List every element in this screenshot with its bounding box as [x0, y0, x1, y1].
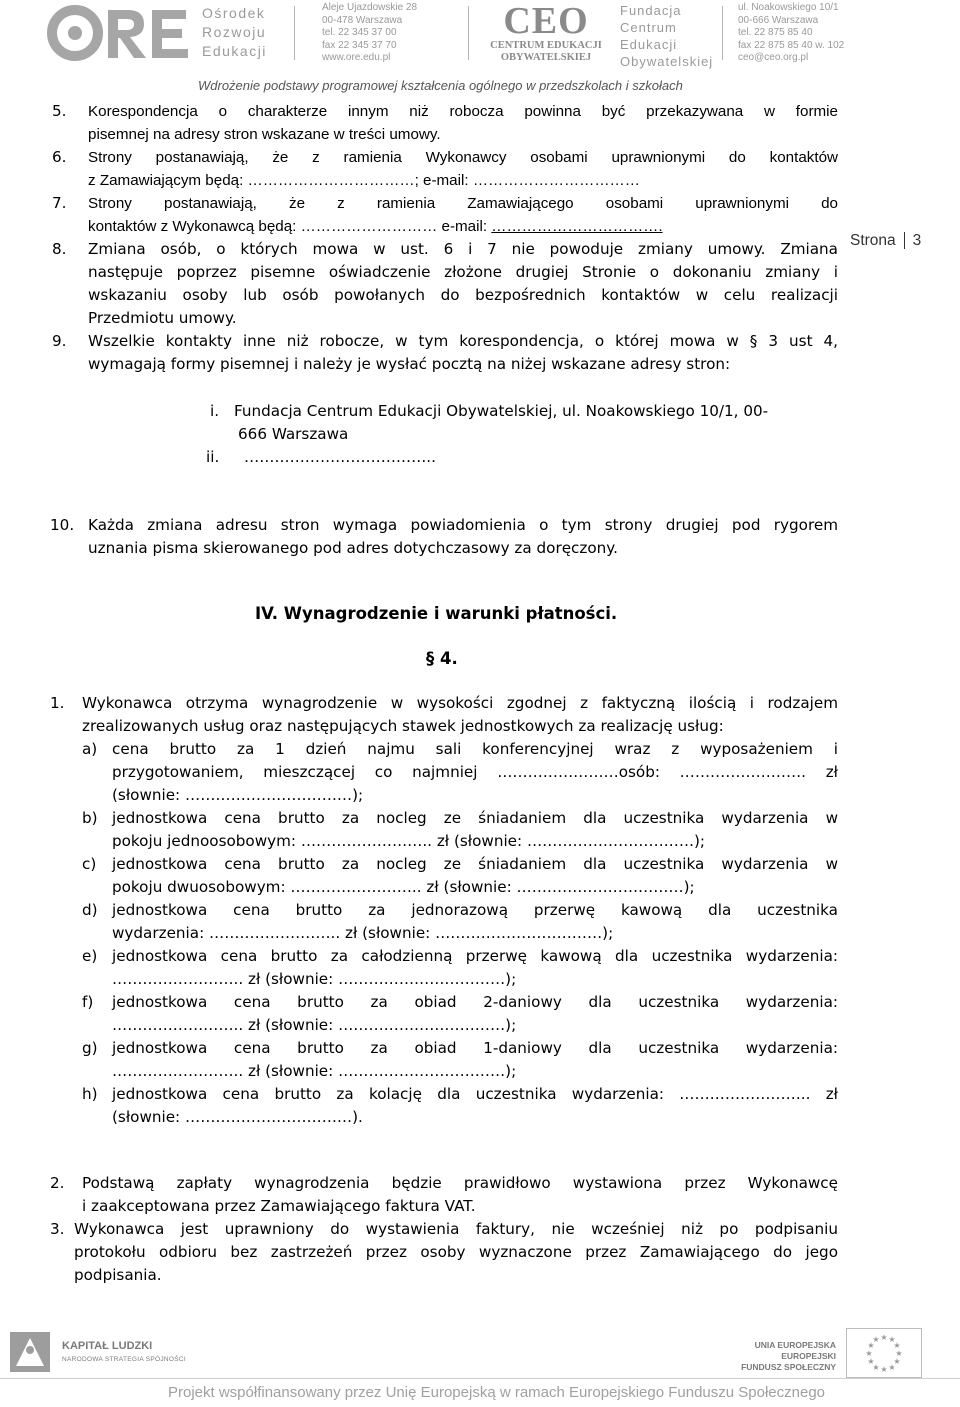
ore-name-line: Ośrodek — [202, 5, 266, 21]
sub-item-key: a) — [82, 740, 98, 758]
eu-line: UNIA EUROPEJSKA — [754, 1340, 836, 1350]
header-motto: Wdrożenie podstawy programowej kształcenia ogólnego w przedszkolach i szkołach — [198, 78, 683, 93]
address-text: Fundacja Centrum Edukacji Obywatelskiej, ul. Noakowskiego 10/1, 00- — [234, 402, 769, 420]
page-label: Strona — [850, 232, 896, 249]
item-text: Korespondencja o charakterze innym niż robocza powinna być przekazywana w formie — [88, 103, 838, 120]
svg-text:★: ★ — [865, 1349, 873, 1358]
fund-address — [738, 2, 844, 65]
sub-item-text: jednostkowa cena brutto za jednorazową przerwę kawową dla uczestnika — [112, 901, 838, 919]
fund-name — [620, 2, 713, 70]
sub-item-text: …………………….. zł (słownie: ……………………………); — [112, 970, 517, 988]
address-line: ul. Noakowskiego 10/1 — [738, 2, 839, 13]
eu-flag-icon — [846, 1328, 922, 1378]
section-title: IV. Wynagrodzenie i warunki płatności. — [255, 604, 618, 623]
paragraph-mark: § 4. — [426, 649, 458, 668]
sub-item-text: jednostkowa cena brutto za nocleg ze śniadaniem dla uczestnika wydarzenia w — [112, 855, 838, 873]
eu-text — [736, 1340, 836, 1373]
item-text: Przedmiotu umowy. — [88, 309, 237, 327]
sub-item-text: pokoju jednoosobowym: …………………….. zł (słownie: ……………………………); — [112, 832, 706, 850]
email-link[interactable]: ……………………………. — [491, 218, 663, 235]
page-number-label — [850, 232, 921, 250]
eu-stars-icon — [847, 1329, 921, 1377]
ore-logo-mark — [46, 4, 196, 62]
page-separator — [904, 232, 905, 249]
address-number: i. — [210, 402, 220, 420]
kapital-ludzki-text — [62, 1340, 186, 1366]
ceo-logo-sub: OBYWATELSKIEJ — [500, 52, 592, 63]
item-number: 6. — [52, 148, 67, 166]
address-line: tel. 22 875 85 40 — [738, 27, 813, 38]
ore-logo — [46, 4, 196, 62]
sub-item-text: …………………….. zł (słownie: ……………………………); — [112, 1062, 517, 1080]
page-header — [0, 0, 960, 96]
address-line: tel. 22 345 37 00 — [322, 27, 397, 38]
address-text: 666 Warszawa — [238, 425, 349, 443]
eu-line: EUROPEJSKI — [781, 1351, 836, 1361]
sub-item-key: f) — [82, 993, 94, 1011]
sub-item-key: b) — [82, 809, 98, 827]
sub-item-text: (słownie: ……………………………). — [112, 1108, 363, 1126]
sub-item-text: …………………….. zł (słownie: ……………………………); — [112, 1016, 517, 1034]
svg-text:★: ★ — [880, 1333, 888, 1342]
item-text: Podstawą zapłaty wynagrodzenia będzie prawidłowo wystawiona przez Wykonawcę — [82, 1174, 838, 1192]
item-text: pisemnej na adresy stron wskazane w treści umowy. — [88, 126, 441, 143]
svg-text:★: ★ — [895, 1349, 903, 1358]
item-text: i zaakceptowana przez Zamawiającego faktura VAT. — [82, 1197, 476, 1215]
fund-name-line: Obywatelskiej — [620, 54, 714, 69]
item-text: Zmiana osób, o których mowa w ust. 6 i 7 nie powoduje zmiany umowy. Zmiana — [88, 240, 838, 258]
item-text: z Zamawiającym będą: ……………………………; e-mail: …………………………… — [88, 172, 640, 189]
fund-name-line: Centrum — [620, 20, 677, 35]
item-text — [88, 215, 663, 238]
sub-item-text: jednostkowa cena brutto za obiad 1-daniowy dla uczestnika wydarzenia: — [112, 1039, 838, 1057]
kapital-ludzki-title: KAPITAŁ LUDZKI — [62, 1340, 153, 1352]
ore-name-line: Rozwoju — [202, 24, 267, 40]
item-number: 1. — [50, 694, 65, 712]
item-text: wymagają formy pisemnej i należy je wysłać pocztą na niżej wskazane adresy stron: — [88, 355, 731, 373]
ore-address — [322, 2, 417, 65]
ore-name — [202, 4, 267, 61]
ore-name-line: Edukacji — [202, 43, 267, 59]
item-text: Strony postanawiają, że z ramienia Zamawiającego osobami uprawnionymi do — [88, 195, 838, 212]
ceo-logo-sub: CENTRUM EDUKACJI — [490, 40, 602, 51]
svg-text:★: ★ — [867, 1357, 875, 1366]
item-text: następuje poprzez pisemne oświadczenie złożone drugiej Stronie o dokonaniu zmiany i — [88, 263, 838, 281]
address-line: Aleje Ujazdowskie 28 — [322, 2, 418, 13]
sub-item-key: e) — [82, 947, 98, 965]
sub-item-text: jednostkowa cena brutto za obiad 2-daniowy dla uczestnika wydarzenia: — [112, 993, 838, 1011]
address-line: 00-478 Warszawa — [322, 14, 403, 26]
ceo-logo-text: CEO — [503, 0, 589, 42]
sub-item-key: c) — [82, 855, 97, 873]
eu-line: FUNDUSZ SPOŁECZNY — [741, 1362, 836, 1372]
footer-divider — [0, 1378, 960, 1379]
item-text: uznania pisma skierowanego pod adres dotychczasowy za doręczony. — [88, 539, 618, 557]
sub-item-key: g) — [82, 1039, 98, 1057]
item-text: Każda zmiana adresu stron wymaga powiadomienia o tym strony drugiej pod rygorem — [88, 516, 838, 534]
header-divider — [468, 6, 469, 60]
fund-name-line: Fundacja — [620, 3, 682, 18]
item-text: Wszelkie kontakty inne niż robocze, w tym korespondencja, o której mowa w § 3 ust 4, — [88, 332, 838, 350]
address-text: ……………………………….. — [244, 448, 436, 466]
item-number: 9. — [52, 332, 67, 350]
sub-item-text: jednostkowa cena brutto za nocleg ze śniadaniem dla uczestnika wydarzenia w — [112, 809, 838, 827]
fund-name-line: Edukacji — [620, 37, 678, 52]
address-line: fax 22 875 85 40 w. 102 — [738, 39, 845, 51]
header-divider — [294, 6, 295, 60]
item-text: Wykonawca otrzyma wynagrodzenie w wysokości zgodnej z faktyczną ilością i rodzajem — [82, 694, 838, 712]
sub-item-text: pokoju dwuosobowym: …………………….. zł (słownie: ……………………………); — [112, 878, 695, 896]
item-text: zrealizowanych usług oraz następujących stawek jednostkowych za realizację usług: — [82, 717, 724, 735]
kapital-ludzki-subtitle: NARODOWA STRATEGIA SPÓJNOŚCI — [62, 1356, 186, 1363]
item-text-part: kontaktów z Wykonawcą będą: ……………………… e-mail: — [88, 218, 492, 235]
ceo-logo — [486, 2, 606, 64]
svg-text:★: ★ — [872, 1363, 880, 1372]
svg-text:★: ★ — [888, 1335, 896, 1344]
sub-item-text: jednostkowa cena brutto za kolację dla uczestnika wydarzenia: …………………….. zł — [112, 1085, 838, 1103]
item-text: wskazaniu osoby lub osób powołanych do bezpośrednich kontaktów w celu realizacji — [88, 286, 838, 304]
item-number: 10. — [50, 516, 75, 534]
item-number: 5. — [52, 102, 67, 120]
sub-item-key: h) — [82, 1085, 98, 1103]
svg-text:★: ★ — [867, 1341, 875, 1350]
header-divider — [722, 6, 723, 60]
item-text: Wykonawca jest uprawniony do wystawienia faktury, nie wcześniej niż po podpisaniu — [74, 1220, 838, 1238]
sub-item-text: przygotowaniem, mieszczącej co najmniej ……………………osób: ……………………. zł — [112, 763, 838, 781]
address-line: ceo@ceo.org.pl — [738, 52, 809, 63]
sub-item-text: jednostkowa cena brutto za całodzienną przerwę kawową dla uczestnika wydarzenia: — [112, 947, 838, 965]
svg-text:★: ★ — [872, 1335, 880, 1344]
svg-text:★: ★ — [893, 1341, 901, 1350]
item-text: protokołu odbioru bez zastrzeżeń przez osoby wyznaczone przez Zamawiającego do jego — [74, 1243, 838, 1261]
item-number: 7. — [52, 194, 67, 212]
page-number: 3 — [912, 232, 922, 249]
svg-text:★: ★ — [880, 1365, 888, 1374]
svg-text:★: ★ — [888, 1363, 896, 1372]
footer-text: Projekt współfinansowany przez Unię Europejską w ramach Europejskiego Funduszu Społecznego — [168, 1384, 826, 1401]
kapital-ludzki-logo — [10, 1328, 56, 1374]
address-line: 00-666 Warszawa — [738, 14, 819, 26]
sub-item-text: (słownie: ……………………………); — [112, 786, 364, 804]
address-number: ii. — [206, 448, 220, 466]
item-text: podpisania. — [74, 1266, 162, 1284]
sub-item-key: d) — [82, 901, 98, 919]
kapital-ludzki-mark — [10, 1328, 56, 1374]
address-line: fax 22 345 37 70 — [322, 39, 397, 51]
item-number: 3. — [50, 1220, 65, 1238]
sub-item-text: wydarzenia: …………………….. zł (słownie: ……………………………); — [112, 924, 614, 942]
address-line: www.ore.edu.pl — [322, 52, 391, 63]
svg-text:★: ★ — [893, 1357, 901, 1366]
item-text: Strony postanawiają, że z ramienia Wykonawcy osobami uprawnionymi do kontaktów — [88, 149, 838, 166]
item-number: 8. — [52, 240, 67, 258]
item-number: 2. — [50, 1174, 65, 1192]
sub-item-text: cena brutto za 1 dzień najmu sali konferencyjnej wraz z wyposażeniem i — [112, 740, 838, 758]
